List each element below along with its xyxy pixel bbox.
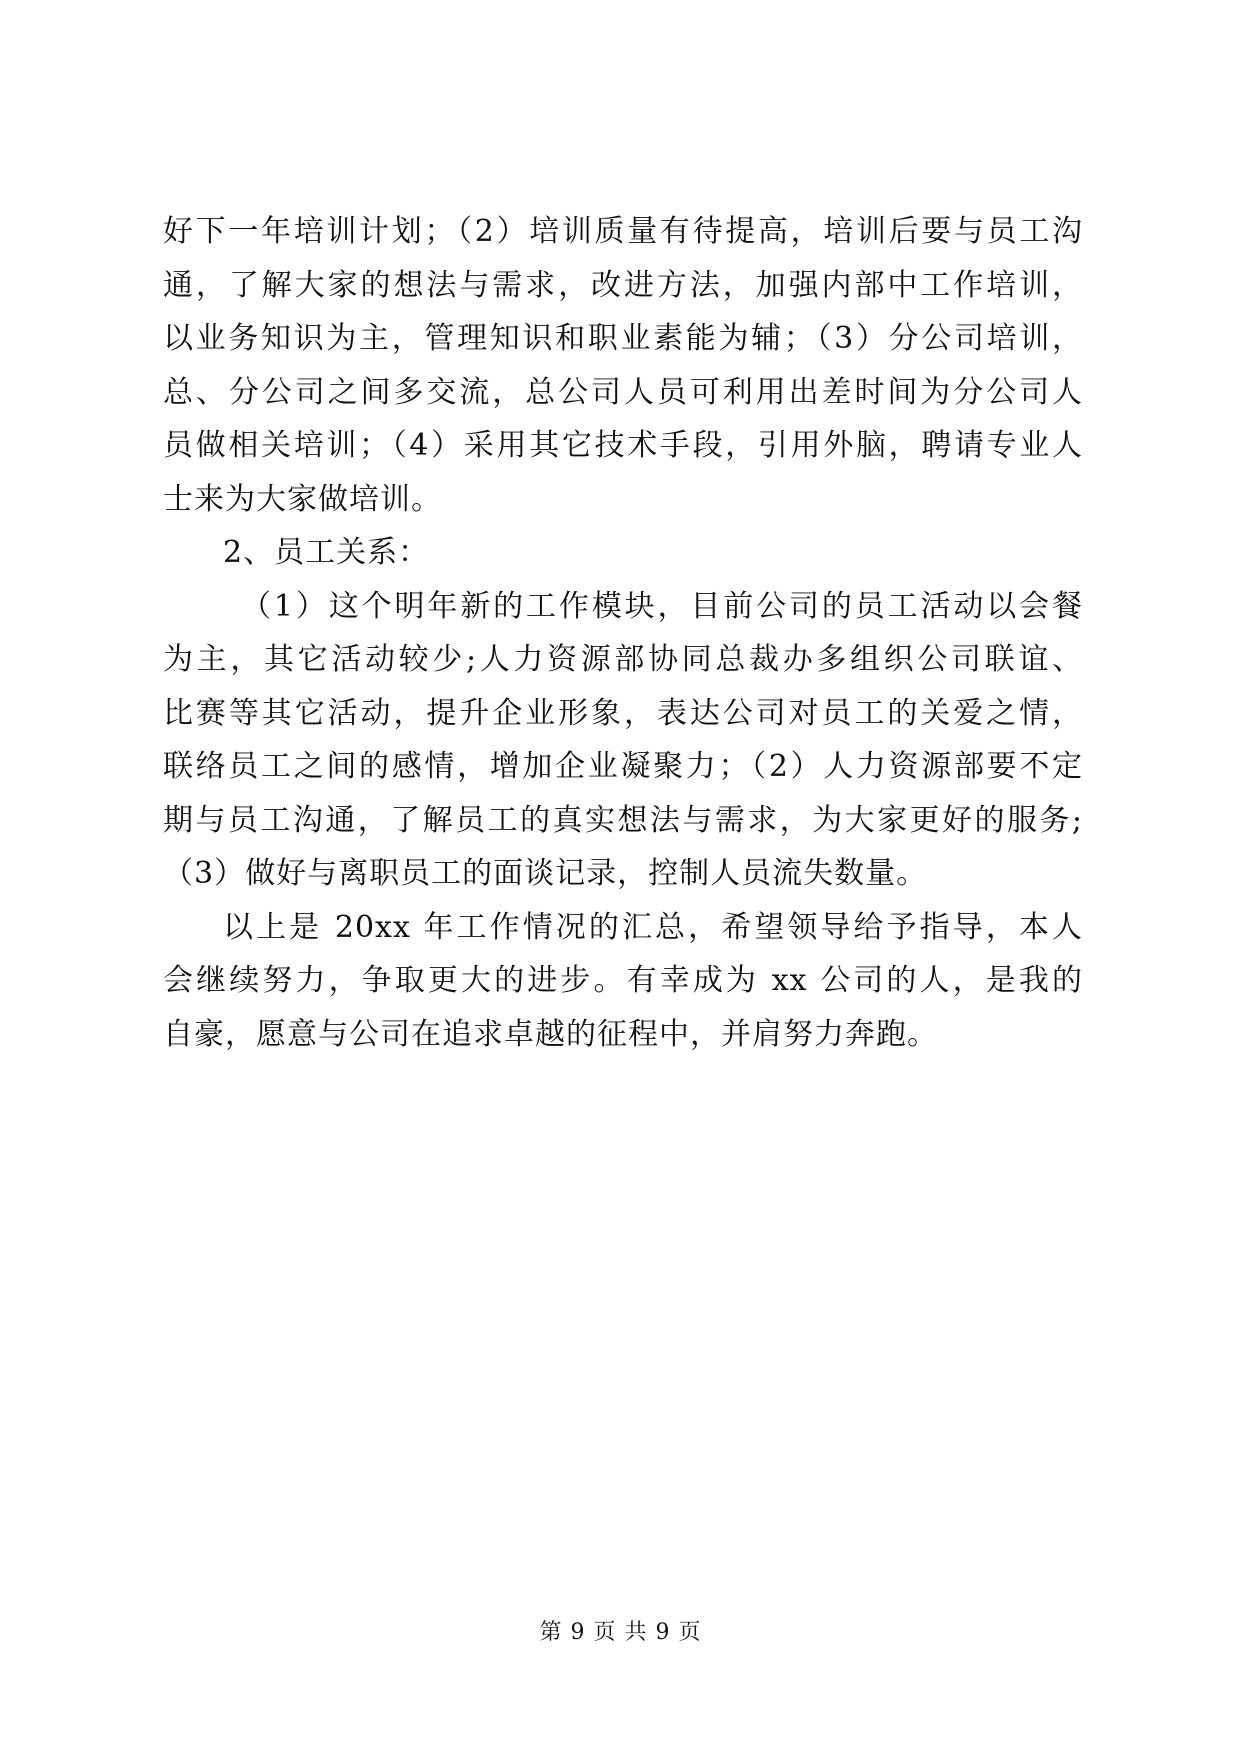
page-number-footer: 第 9 页 共 9 页 [539, 1620, 702, 1645]
text-line: 自豪，愿意与公司在追求卓越的征程中，并肩努力奔跑。 [163, 1016, 938, 1052]
text-line: 好下一年培训计划；（2）培训质量有待提高，培训后要与员工沟 [163, 214, 1083, 249]
document-body [163, 205, 1083, 1061]
text-line: 士来为大家做培训。 [163, 481, 442, 517]
text-line: 比赛等其它活动，提升企业形象，表达公司对员工的关爱之情， [163, 695, 1083, 731]
text-line: 以业务知识为主，管理知识和职业素能为辅；（3）分公司培训， [163, 321, 1083, 356]
text-line: 通，了解大家的想法与需求，改进方法，加强内部中工作培训， [163, 267, 1083, 303]
text-line: （3）做好与离职员工的面谈记录，控制人员流失数量。 [163, 856, 928, 891]
text-line: （1）这个明年新的工作模块，目前公司的员工活动以会餐 [241, 588, 1083, 624]
text-line: 联络员工之间的感情，增加企业凝聚力；（2）人力资源部要不定 [163, 749, 1083, 784]
text-line: 总、分公司之间多交流，总公司人员可利用出差时间为分公司人 [163, 374, 1083, 410]
text-line: 会继续努力，争取更大的进步。有幸成为 xx 公司的人，是我的 [163, 963, 1083, 998]
text-line: 以上是 20xx 年工作情况的汇总，希望领导给予指导，本人 [223, 909, 1083, 945]
text-line: 期与员工沟通，了解员工的真实想法与需求，为大家更好的服务; [163, 802, 1083, 838]
text-line: 员做相关培训；（4）采用其它技术手段，引用外脑，聘请专业人 [163, 428, 1083, 463]
section-heading: 2、员工关系： [223, 535, 430, 570]
text-line: 为主，其它活动较少;人力资源部协同总裁办多组织公司联谊、 [163, 642, 1083, 677]
